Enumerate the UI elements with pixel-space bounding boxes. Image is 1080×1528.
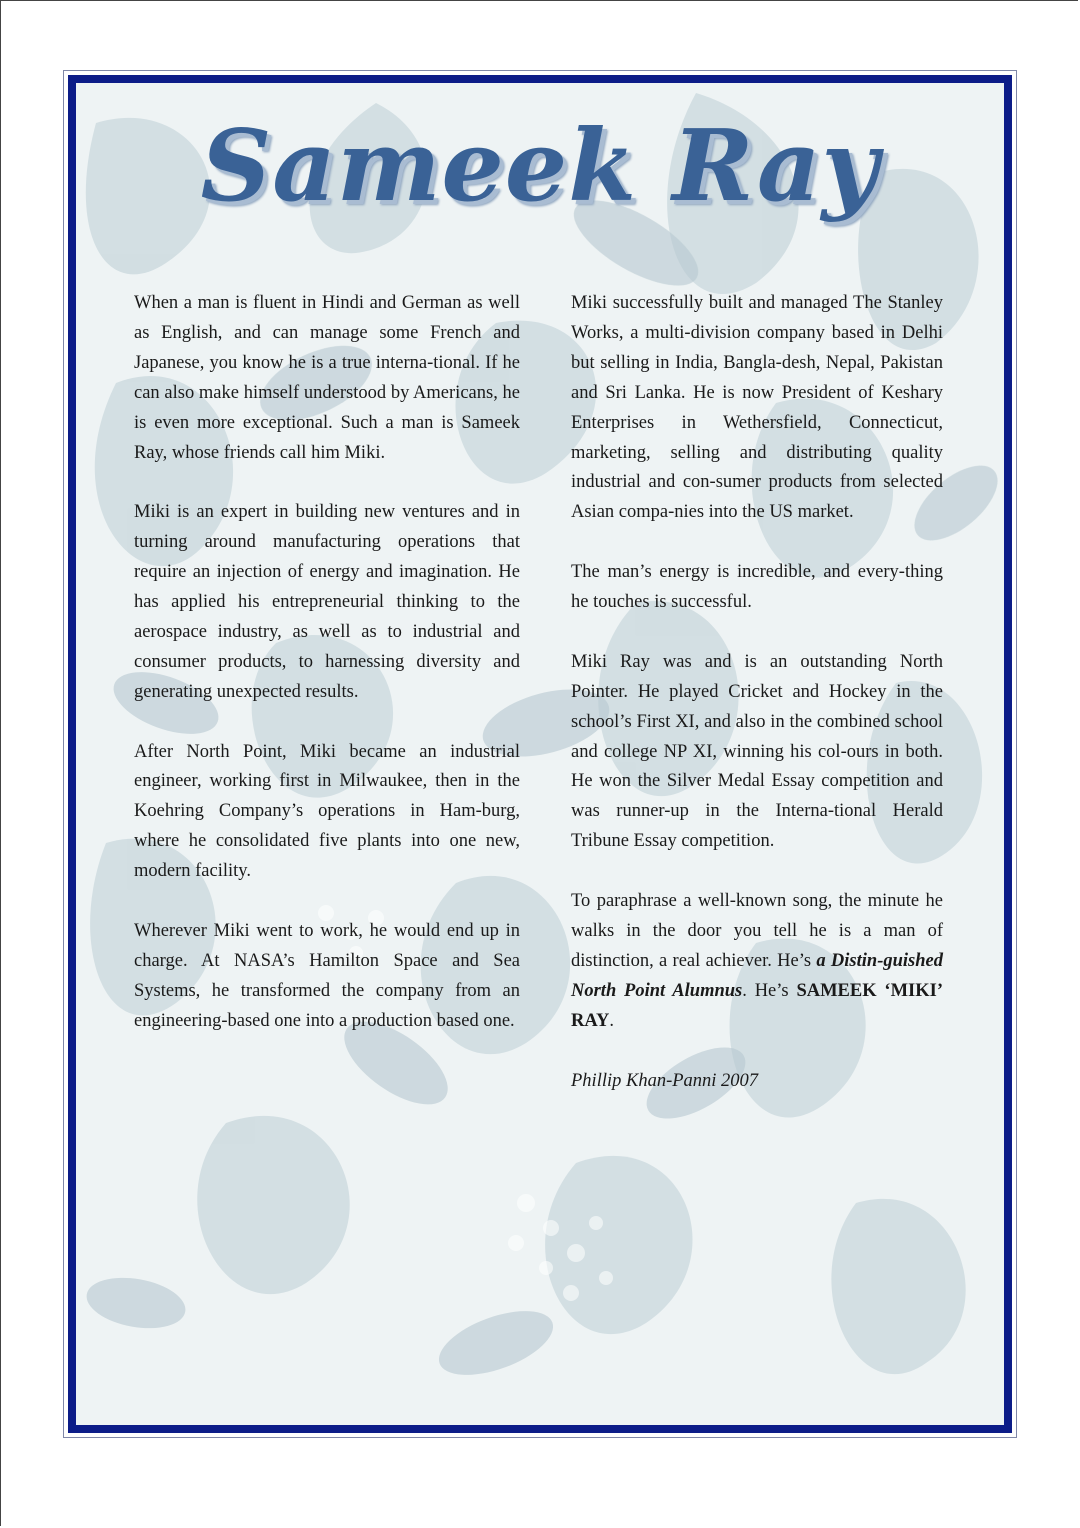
paragraph-career-start: After North Point, Miki became an industrial engineer, working first in Milwaukee, then in the Koehring Company’s operations in Ham-burg, where he consolidated five plants into one new, modern facility. [134, 741, 520, 882]
author-signature: Phillip Khan-Panni 2007 [571, 1070, 759, 1091]
paragraph-energy: The man’s energy is incredible, and every-thing he touches is successful. [571, 562, 943, 613]
distinction-end: . [609, 1010, 615, 1031]
paragraph-expertise: Miki is an expert in building new ventures and in turning around manufacturing operations that require an injection of energy and imagination. He has applied his entrepreneurial thinking to the aerospace industry, as well as to industrial and consumer products, to harnessing diversity and generating unexpected results. [134, 502, 520, 702]
distinguished-alumnus-text: a Distin-guished North Point Alumnus [571, 950, 943, 1001]
paragraph-north-pointer: Miki Ray was and is an outstanding North Pointer. He played Cricket and Hockey in the school’s First XI, and also in the combined school and college NP XI, winning his col-ours in both. He won the Silver Medal Essay competition and was runner-up in the Interna-tional Herald Tribune Essay competition. [571, 651, 943, 852]
distinction-mid: . He’s [742, 980, 789, 1001]
paragraph-distinction [571, 887, 943, 1037]
right-column [571, 289, 943, 1126]
paragraph-languages: When a man is fluent in Hindi and German as well as English, and can manage some French and Japanese, you know he is a true interna-tional. If he can also make himself understood by Americans, he is even more exceptional. Such a man is Sameek Ray, whose friends call him Miki. [134, 293, 520, 463]
paragraph-stanley-works: Miki successfully built and managed The Stanley Works, a multi-division company based in Delhi but selling in India, Bangla-desh, Nepal, Pakistan and Sri Lanka. He is now President of Keshary Enterprises in Wethersfield, Connecticut, marketing, selling and distributing quality industrial and con-sumer products from selected Asian compa-nies into the US market. [571, 293, 943, 523]
distinction-intro: To paraphrase a well-known song, the minute he walks in the door you tell he is a man of distinction, a real achiever. He’s [571, 891, 943, 971]
page-title: Sameek Ray [200, 109, 880, 224]
left-column [134, 289, 520, 1067]
paragraph-nasa: Wherever Miki went to work, he would end up in charge. At NASA’s Hamilton Space and Sea Systems, he transformed the company from an engineering-based one into a production based one. [134, 920, 520, 1031]
alumnus-name: SAMEEK ‘MIKI’ RAY [571, 980, 944, 1031]
